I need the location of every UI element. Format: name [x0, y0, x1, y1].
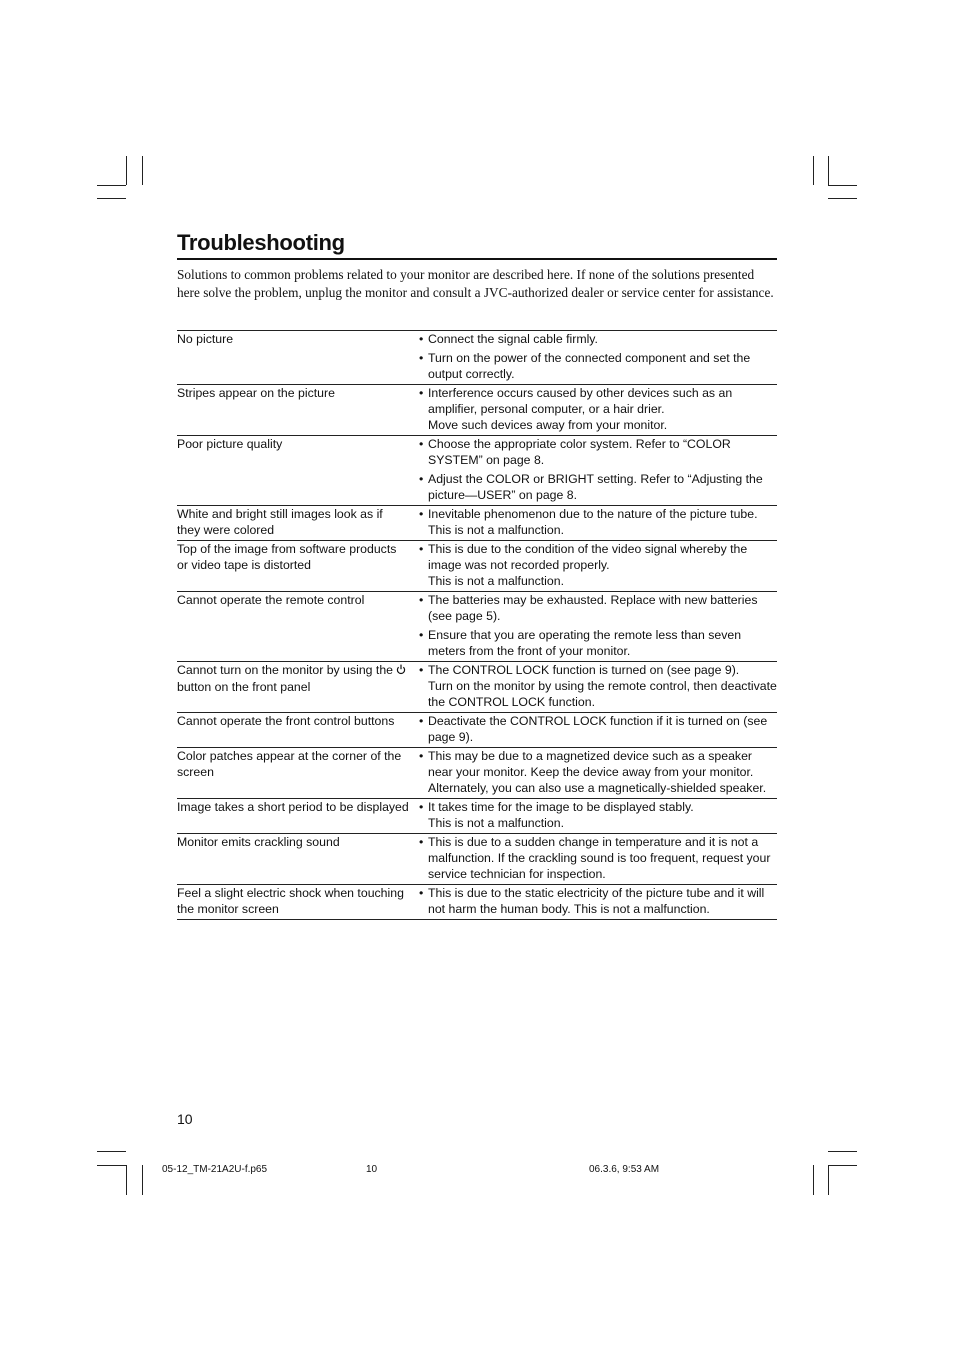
- solution-item: [419, 885, 777, 917]
- solution-cell: [419, 713, 777, 748]
- bullet: •: [419, 835, 424, 849]
- problem-text: Cannot turn on the monitor by using the: [177, 663, 394, 677]
- solution-text: The CONTROL LOCK function is turned on (see page 9). Turn on the monitor by using the remote control, then deactivate the CONTROL LOCK function.: [428, 663, 777, 709]
- problem-cell: Stripes appear on the picture: [177, 386, 335, 400]
- solution-cell: [419, 385, 777, 436]
- solution-text: Deactivate the CONTROL LOCK function if it is turned on (see page 9).: [428, 714, 768, 744]
- table-row: [177, 748, 777, 799]
- bullet: •: [419, 507, 424, 521]
- crop-mark: [126, 156, 127, 185]
- footer-timestamp: 06.3.6, 9:53 AM: [589, 1164, 660, 1175]
- crop-mark: [828, 1165, 857, 1166]
- power-icon: [396, 663, 406, 679]
- bullet: •: [419, 749, 424, 763]
- title-rule: [177, 258, 777, 260]
- solution-cell: [419, 506, 777, 541]
- problem-cell: Feel a slight electric shock when touching the monitor screen: [177, 886, 404, 916]
- table-row: [177, 541, 777, 592]
- problem-cell: [177, 662, 419, 713]
- problem-cell: Image takes a short period to be displayed: [177, 800, 409, 814]
- solution-item: [419, 662, 777, 710]
- troubleshooting-table-body: [177, 331, 777, 920]
- bullet: •: [419, 542, 424, 556]
- solution-cell: [419, 592, 777, 662]
- solution-text: This is due to a sudden change in temperature and it is not a malfunction. If the crackling sound is too frequent, request your service technician for inspection.: [428, 835, 771, 881]
- table-row: [177, 506, 777, 541]
- solution-item: [419, 713, 777, 745]
- crop-mark: [828, 1151, 857, 1152]
- crop-mark: [828, 1165, 829, 1195]
- crop-mark: [813, 156, 814, 185]
- troubleshooting-table: [177, 330, 777, 920]
- solution-cell: [419, 662, 777, 713]
- bullet: •: [419, 386, 424, 400]
- solution-text: Inevitable phenomenon due to the nature of the picture tube. This is not a malfunction.: [428, 507, 758, 537]
- solution-cell: [419, 436, 777, 506]
- solution-text: The batteries may be exhausted. Replace with new batteries (see page 5).: [428, 593, 758, 623]
- solution-cell: [419, 331, 777, 385]
- bullet: •: [419, 628, 424, 642]
- table-row: [177, 885, 777, 920]
- problem-cell: Monitor emits crackling sound: [177, 835, 340, 849]
- footer-file: 05-12_TM-21A2U-f.p65: [162, 1164, 268, 1175]
- crop-mark: [97, 198, 126, 199]
- solution-item: [419, 436, 777, 468]
- crop-mark: [126, 1165, 127, 1195]
- crop-mark: [142, 1165, 143, 1195]
- solution-text: Turn on the power of the connected component and set the output correctly.: [428, 351, 751, 381]
- bullet: •: [419, 663, 424, 677]
- table-row: [177, 592, 777, 662]
- table-row: [177, 436, 777, 506]
- crop-mark: [97, 1165, 126, 1166]
- bullet: •: [419, 714, 424, 728]
- crop-mark: [828, 156, 829, 185]
- table-row: [177, 713, 777, 748]
- bullet: •: [419, 593, 424, 607]
- bullet: •: [419, 886, 424, 900]
- solution-text: This may be due to a magnetized device such as a speaker near your monitor. Keep the device away from your monitor. Alternately, you can also use a magnetically-shielded speaker.: [428, 749, 767, 795]
- crop-mark: [813, 1165, 814, 1195]
- solution-item: [419, 592, 777, 624]
- solution-text: This is due to the static electricity of the picture tube and it will not harm the human body. This is not a malfunction.: [428, 886, 765, 916]
- solution-item: [419, 385, 777, 433]
- problem-text: button on the front panel: [177, 680, 311, 694]
- solution-item: [419, 541, 777, 589]
- bullet: •: [419, 472, 424, 486]
- solution-text: It takes time for the image to be displayed stably. This is not a malfunction.: [428, 800, 694, 830]
- solution-item: [419, 331, 777, 347]
- footer-page: 10: [366, 1164, 378, 1175]
- crop-mark: [97, 185, 126, 186]
- bullet: •: [419, 437, 424, 451]
- crop-mark: [97, 1151, 126, 1152]
- table-row: [177, 385, 777, 436]
- solution-item: [419, 506, 777, 538]
- problem-cell: Cannot operate the remote control: [177, 593, 365, 607]
- solution-item: [419, 471, 777, 503]
- solution-cell: [419, 885, 777, 920]
- table-row: [177, 834, 777, 885]
- problem-cell: Cannot operate the front control buttons: [177, 714, 395, 728]
- crop-mark: [142, 156, 143, 185]
- solution-item: [419, 350, 777, 382]
- solution-item: [419, 627, 777, 659]
- page-title: Troubleshooting: [177, 230, 345, 255]
- problem-cell: Color patches appear at the corner of the screen: [177, 749, 402, 779]
- solution-item: [419, 799, 777, 831]
- intro-paragraph: Solutions to common problems related to your monitor are described here. If none of the solutions presented here solve the problem, unplug the monitor and consult a JVC-authorized dealer or service center for assistance.: [177, 267, 774, 300]
- solution-cell: [419, 541, 777, 592]
- bullet: •: [419, 332, 424, 346]
- problem-cell: White and bright still images look as if they were colored: [177, 507, 383, 537]
- solution-text: Interference occurs caused by other devices such as an amplifier, personal computer, or a hair drier. Move such devices away from your monitor.: [428, 386, 733, 432]
- solution-cell: [419, 834, 777, 885]
- bullet: •: [419, 800, 424, 814]
- solution-item: [419, 834, 777, 882]
- solution-text: Connect the signal cable firmly.: [428, 332, 598, 346]
- solution-text: Ensure that you are operating the remote less than seven meters from the front of your monitor.: [428, 628, 742, 658]
- solution-item: [419, 748, 777, 796]
- problem-cell: Poor picture quality: [177, 437, 283, 451]
- problem-cell: No picture: [177, 332, 234, 346]
- solution-text: This is due to the condition of the video signal whereby the image was not recorded properly. This is not a malfunction.: [428, 542, 748, 588]
- bullet: •: [419, 351, 424, 365]
- solution-cell: [419, 748, 777, 799]
- problem-cell: Top of the image from software products or video tape is distorted: [177, 542, 397, 572]
- table-row: [177, 799, 777, 834]
- table-row: [177, 331, 777, 385]
- table-row: [177, 662, 777, 713]
- crop-mark: [828, 185, 857, 186]
- page-number: 10: [177, 1111, 193, 1127]
- solution-cell: [419, 799, 777, 834]
- solution-text: Choose the appropriate color system. Refer to “COLOR SYSTEM” on page 8.: [428, 437, 731, 467]
- solution-text: Adjust the COLOR or BRIGHT setting. Refer to “Adjusting the picture—USER” on page 8.: [428, 472, 763, 502]
- crop-mark: [828, 198, 857, 199]
